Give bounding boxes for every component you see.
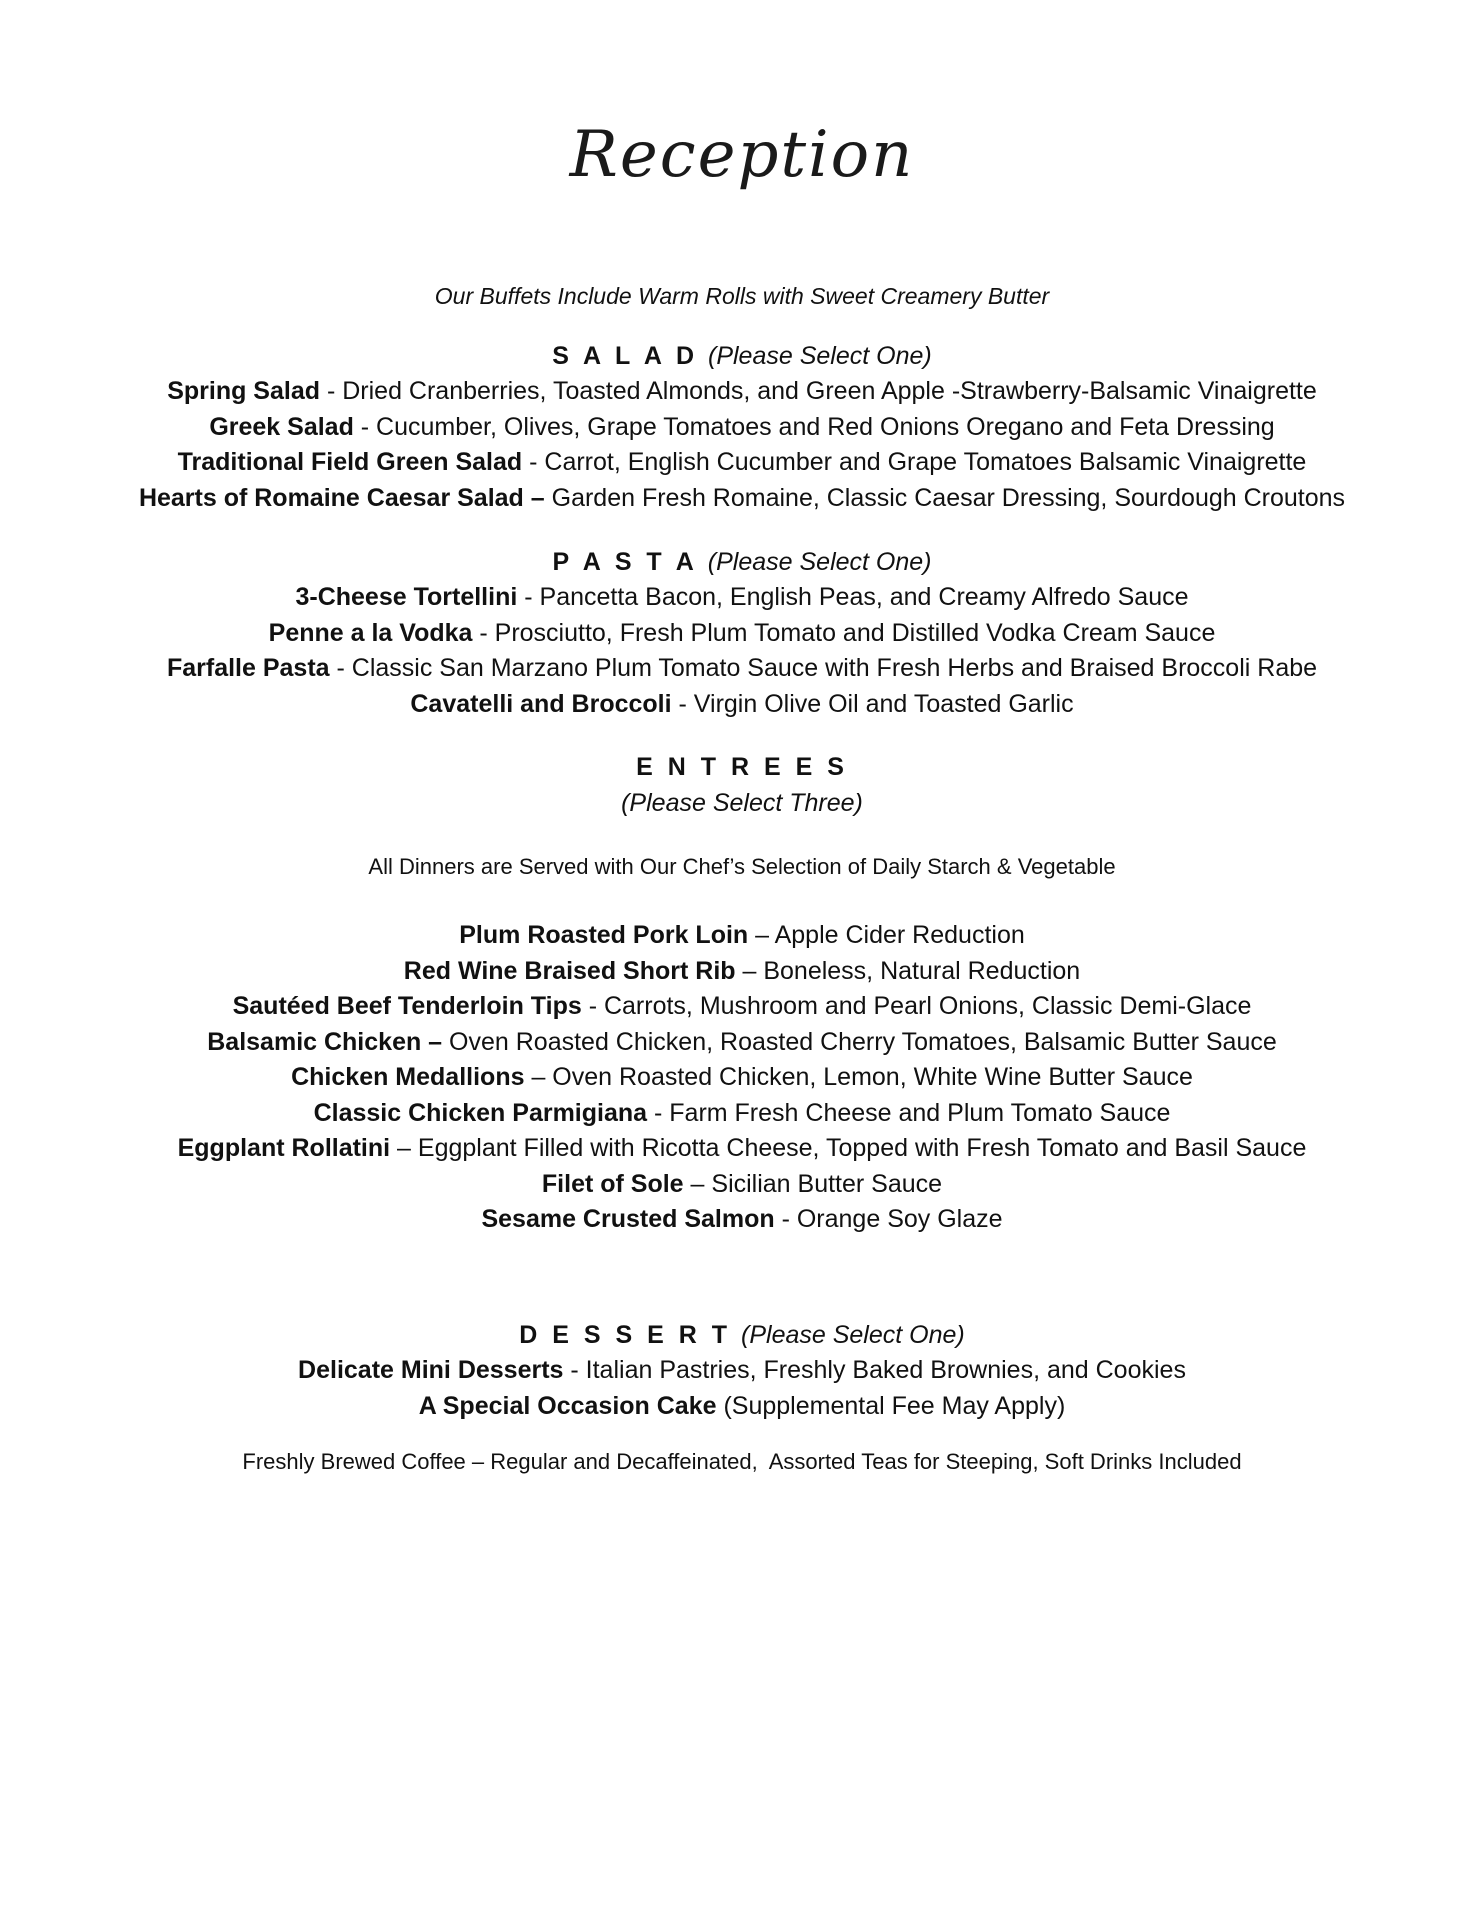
entrees-section xyxy=(0,749,1484,1238)
item-name: Farfalle Pasta xyxy=(166,654,330,682)
item-desc: Garden Fresh Romaine, Classic Caesar Dressing, Sourdough Croutons xyxy=(544,483,1346,512)
item-name: Cavatelli and Broccoli xyxy=(410,689,672,718)
item-name: Filet of Sole xyxy=(541,1169,684,1198)
item-desc: - Cucumber, Olives, Grape Tomatoes and Red Onions Oregano and Feta Dressing xyxy=(353,412,1275,441)
menu-item xyxy=(0,918,1484,954)
item-name: Spring Salad xyxy=(167,377,321,405)
item-desc: - Farm Fresh Cheese and Plum Tomato Sauce xyxy=(647,1098,1171,1127)
item-name: Sesame Crusted Salmon xyxy=(481,1205,775,1233)
item-name: Delicate Mini Desserts xyxy=(298,1356,564,1384)
salad-heading-title: S A L A D xyxy=(552,342,698,370)
menu-item xyxy=(0,687,1484,723)
menu-item xyxy=(0,481,1484,517)
menu-item xyxy=(0,580,1484,616)
item-desc: – Eggplant Filled with Ricotta Cheese, Topped with Fresh Tomato and Basil Sauce xyxy=(390,1134,1307,1162)
dessert-section xyxy=(0,1317,1484,1424)
dessert-heading xyxy=(0,1317,1484,1353)
menu-item xyxy=(0,651,1484,687)
menu-item xyxy=(0,1167,1484,1203)
entrees-list xyxy=(0,918,1484,1238)
item-name: Greek Salad xyxy=(209,412,354,441)
item-desc: - Orange Soy Glaze xyxy=(774,1205,1003,1233)
menu-item xyxy=(0,410,1484,446)
dessert-heading-sub: (Please Select One) xyxy=(741,1321,965,1349)
item-name: Plum Roasted Pork Loin xyxy=(459,921,749,949)
item-name: Red Wine Braised Short Rib xyxy=(403,956,736,985)
item-name: Classic Chicken Parmigiana xyxy=(313,1098,648,1127)
menu-item xyxy=(0,1025,1484,1061)
menu-item xyxy=(0,374,1484,410)
menu-item xyxy=(0,1060,1484,1096)
item-desc: – Boneless, Natural Reduction xyxy=(735,956,1081,985)
item-desc: - Dried Cranberries, Toasted Almonds, and Green Apple -Strawberry-Balsamic Vinaigrette xyxy=(320,377,1317,405)
item-desc: – Oven Roasted Chicken, Lemon, White Wine Butter Sauce xyxy=(524,1063,1193,1091)
entrees-heading xyxy=(0,749,1484,785)
menu-item xyxy=(0,616,1484,652)
item-desc: - Carrots, Mushroom and Pearl Onions, Classic Demi-Glace xyxy=(581,992,1252,1020)
item-desc: - Virgin Olive Oil and Toasted Garlic xyxy=(671,689,1074,718)
item-name: Eggplant Rollatini xyxy=(177,1134,391,1162)
item-desc: – Apple Cider Reduction xyxy=(748,921,1025,949)
pasta-heading xyxy=(0,544,1484,580)
item-desc: (Supplemental Fee May Apply) xyxy=(716,1391,1066,1420)
item-name: Chicken Medallions xyxy=(291,1063,525,1091)
buffet-intro: Our Buffets Include Warm Rolls with Sweet Creamery Butter xyxy=(434,283,1050,309)
item-name: Hearts of Romaine Caesar Salad – xyxy=(138,483,545,512)
entrees-heading-sub: (Please Select Three) xyxy=(621,789,863,817)
salad-heading xyxy=(0,338,1484,374)
item-desc: - Prosciutto, Fresh Plum Tomato and Distilled Vodka Cream Sauce xyxy=(472,618,1216,647)
item-desc: Oven Roasted Chicken, Roasted Cherry Tomatoes, Balsamic Butter Sauce xyxy=(442,1027,1277,1056)
item-desc: - Italian Pastries, Freshly Baked Brownies, and Cookies xyxy=(563,1356,1186,1384)
salad-heading-sub: (Please Select One) xyxy=(708,342,932,370)
menu-item xyxy=(0,1096,1484,1132)
item-name: Balsamic Chicken – xyxy=(207,1027,443,1056)
dessert-heading-title: D E S S E R T xyxy=(519,1321,732,1349)
pasta-heading-title: P A S T A xyxy=(552,548,698,576)
menu-item xyxy=(0,1389,1484,1425)
menu-item xyxy=(0,1202,1484,1238)
item-desc: - Pancetta Bacon, English Peas, and Creamy Alfredo Sauce xyxy=(517,583,1189,611)
item-name: 3-Cheese Tortellini xyxy=(295,583,518,611)
item-name: Penne a la Vodka xyxy=(268,618,473,647)
item-desc: - Classic San Marzano Plum Tomato Sauce with Fresh Herbs and Braised Broccoli Rabe xyxy=(329,654,1318,682)
entrees-heading-title: E N T R E E S xyxy=(636,753,848,781)
page-title: Reception xyxy=(569,118,915,192)
menu-item xyxy=(0,445,1484,481)
pasta-heading-sub: (Please Select One) xyxy=(707,548,932,576)
item-name: Traditional Field Green Salad xyxy=(177,448,523,476)
menu-item xyxy=(0,954,1484,990)
item-name: Sautéed Beef Tenderloin Tips xyxy=(232,992,582,1020)
item-desc: – Sicilian Butter Sauce xyxy=(683,1169,943,1198)
entrees-note: All Dinners are Served with Our Chef’s Selection of Daily Starch & Vegetable xyxy=(368,854,1116,879)
beverage-footer: Freshly Brewed Coffee – Regular and Decaffeinated, Assorted Teas for Steeping, Soft Drinks Included xyxy=(242,1449,1242,1474)
item-desc: - Carrot, English Cucumber and Grape Tomatoes Balsamic Vinaigrette xyxy=(522,448,1307,476)
menu-item xyxy=(0,1353,1484,1389)
salad-section xyxy=(0,338,1484,516)
item-name: A Special Occasion Cake xyxy=(418,1391,717,1420)
menu-item xyxy=(0,989,1484,1025)
pasta-section xyxy=(0,544,1484,722)
menu-item xyxy=(0,1131,1484,1167)
